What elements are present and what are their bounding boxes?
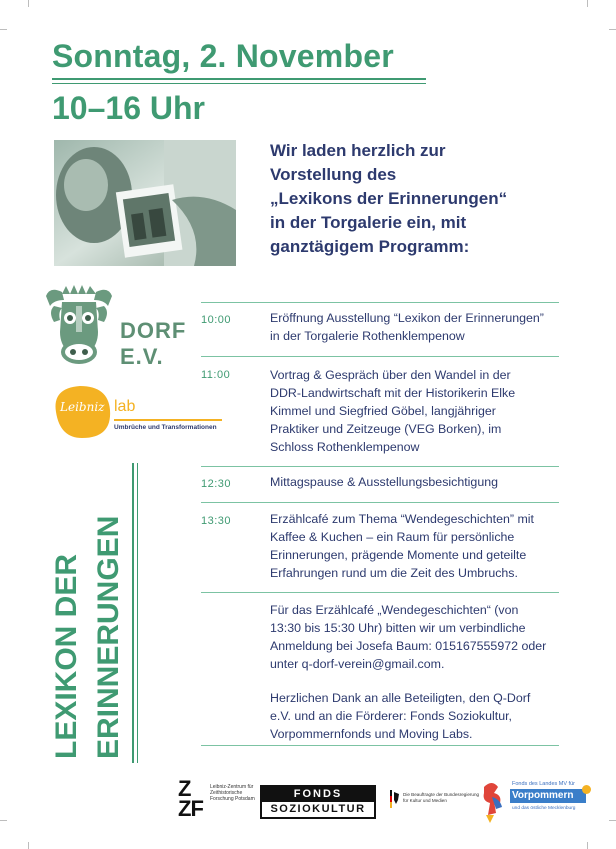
program-time: 10:00 bbox=[201, 314, 232, 326]
intro-line: Vorstellung des bbox=[270, 165, 397, 184]
leibniz-subtitle: Umbrüche und Transformationen bbox=[114, 424, 217, 431]
mv-bottom: und das östliche Mecklenburg bbox=[512, 806, 576, 811]
dorf-logo-line1: DORF bbox=[120, 318, 187, 343]
federal-eagle-icon bbox=[390, 790, 400, 808]
program-item: Eröffnung Ausstellung “Lexikon der Erinnerungen” in der Torgalerie Rothenklempenow bbox=[270, 311, 544, 343]
footer-divider bbox=[201, 745, 559, 746]
bkm-text: Die Beauftragte der Bundesregierung für Kultur und Medien bbox=[403, 792, 480, 803]
program-divider bbox=[201, 356, 559, 357]
registration-note: Für das Erzählcafé „Wendegeschichten“ (von 13:30 bis 15:30 Uhr) bitten wir um verbindliche Anmeldung bei Josefa Baum: 015167555972 oder unter q-dorf-verein@gmail.com. bbox=[270, 603, 547, 671]
intro-line: in der Torgalerie ein, mit bbox=[270, 213, 467, 232]
cow-head-icon bbox=[40, 282, 118, 372]
intro-line: ganztägigem Programm: bbox=[270, 237, 470, 256]
zzf-logo bbox=[178, 776, 264, 822]
fonds-line1: FONDS bbox=[262, 787, 374, 802]
dorf-logo-line2: E.V. bbox=[120, 344, 164, 369]
vertical-title-line1: LEXIKON DER bbox=[50, 553, 83, 759]
mv-badge bbox=[582, 785, 591, 794]
program-item: Vortrag & Gespräch über den Wandel in der DDR-Landwirtschaft mit der Historikerin Elke Kimmel und Siegfried Göbel, langjähriger Praktiker und Zeitzeuge (VEG Borken), im Schloss Rothenklempenow bbox=[270, 368, 516, 454]
crop-mark bbox=[609, 820, 616, 821]
vertical-title-line2: ERINNERUNGEN bbox=[92, 515, 125, 759]
vertical-rule bbox=[132, 463, 134, 763]
leibniz-lab-word: lab bbox=[114, 398, 136, 415]
mv-top: Fonds des Landes MV für bbox=[512, 781, 575, 787]
vertical-rule bbox=[137, 463, 138, 763]
invitation-text bbox=[270, 139, 570, 259]
program-time: 13:30 bbox=[201, 515, 232, 527]
crop-mark bbox=[0, 820, 7, 821]
event-date: Sonntag, 2. November bbox=[52, 38, 394, 74]
crop-mark bbox=[609, 29, 616, 30]
program-item: Mittagspause & Ausstellungsbesichtigung bbox=[270, 475, 498, 489]
zzf-mark-bottom: ZF bbox=[178, 796, 203, 821]
crop-mark bbox=[0, 29, 7, 30]
griffin-icon bbox=[478, 779, 508, 823]
crop-mark bbox=[587, 0, 588, 7]
program-divider bbox=[201, 592, 559, 593]
mv-fonds-logo bbox=[478, 779, 594, 823]
fonds-soziokultur-logo bbox=[260, 785, 376, 819]
crop-mark bbox=[28, 0, 29, 7]
thanks-note: Herzlichen Dank an alle Beteiligten, den Q-Dorf e.V. und an die Förderer: Fonds Soziokultur, Vorpommernfonds und Moving Labs. bbox=[270, 691, 531, 741]
program-item: Erzählcafé zum Thema “Wendegeschichten” mit Kaffee & Kuchen – ein Raum für persönliche Erinnerungen, prägende Momente und geteilte Erfahrungen rund um die Zeit des Umbruchs. bbox=[270, 512, 534, 580]
leibniz-lab-logo bbox=[52, 382, 222, 442]
program-divider bbox=[201, 466, 559, 467]
dorf-logo bbox=[40, 282, 187, 372]
zzf-text: Leibniz-Zentrum für Zeithistorische Forschung Potsdam bbox=[210, 784, 255, 802]
program-time: 12:30 bbox=[201, 478, 232, 490]
intro-line: Wir laden herzlich zur bbox=[270, 141, 446, 160]
crop-mark bbox=[28, 842, 29, 849]
mv-name: Vorpommern bbox=[510, 789, 586, 803]
bkm-logo bbox=[390, 788, 480, 818]
zzf-mark-top: Z bbox=[178, 776, 192, 801]
intro-line: „Lexikons der Erinnerungen“ bbox=[270, 189, 508, 208]
date-underline-thin bbox=[52, 83, 426, 84]
program-divider bbox=[201, 502, 559, 503]
program-time: 11:00 bbox=[201, 369, 231, 381]
crop-mark bbox=[587, 842, 588, 849]
vertical-title bbox=[36, 463, 156, 763]
leibniz-script: Leibniz bbox=[60, 400, 105, 414]
event-time: 10–16 Uhr bbox=[52, 90, 205, 126]
fonds-line2: SOZIOKULTUR bbox=[270, 803, 366, 815]
program-divider bbox=[201, 302, 559, 303]
date-underline bbox=[52, 78, 426, 80]
archive-photo bbox=[54, 140, 236, 266]
leibniz-lab-underline bbox=[114, 419, 222, 421]
